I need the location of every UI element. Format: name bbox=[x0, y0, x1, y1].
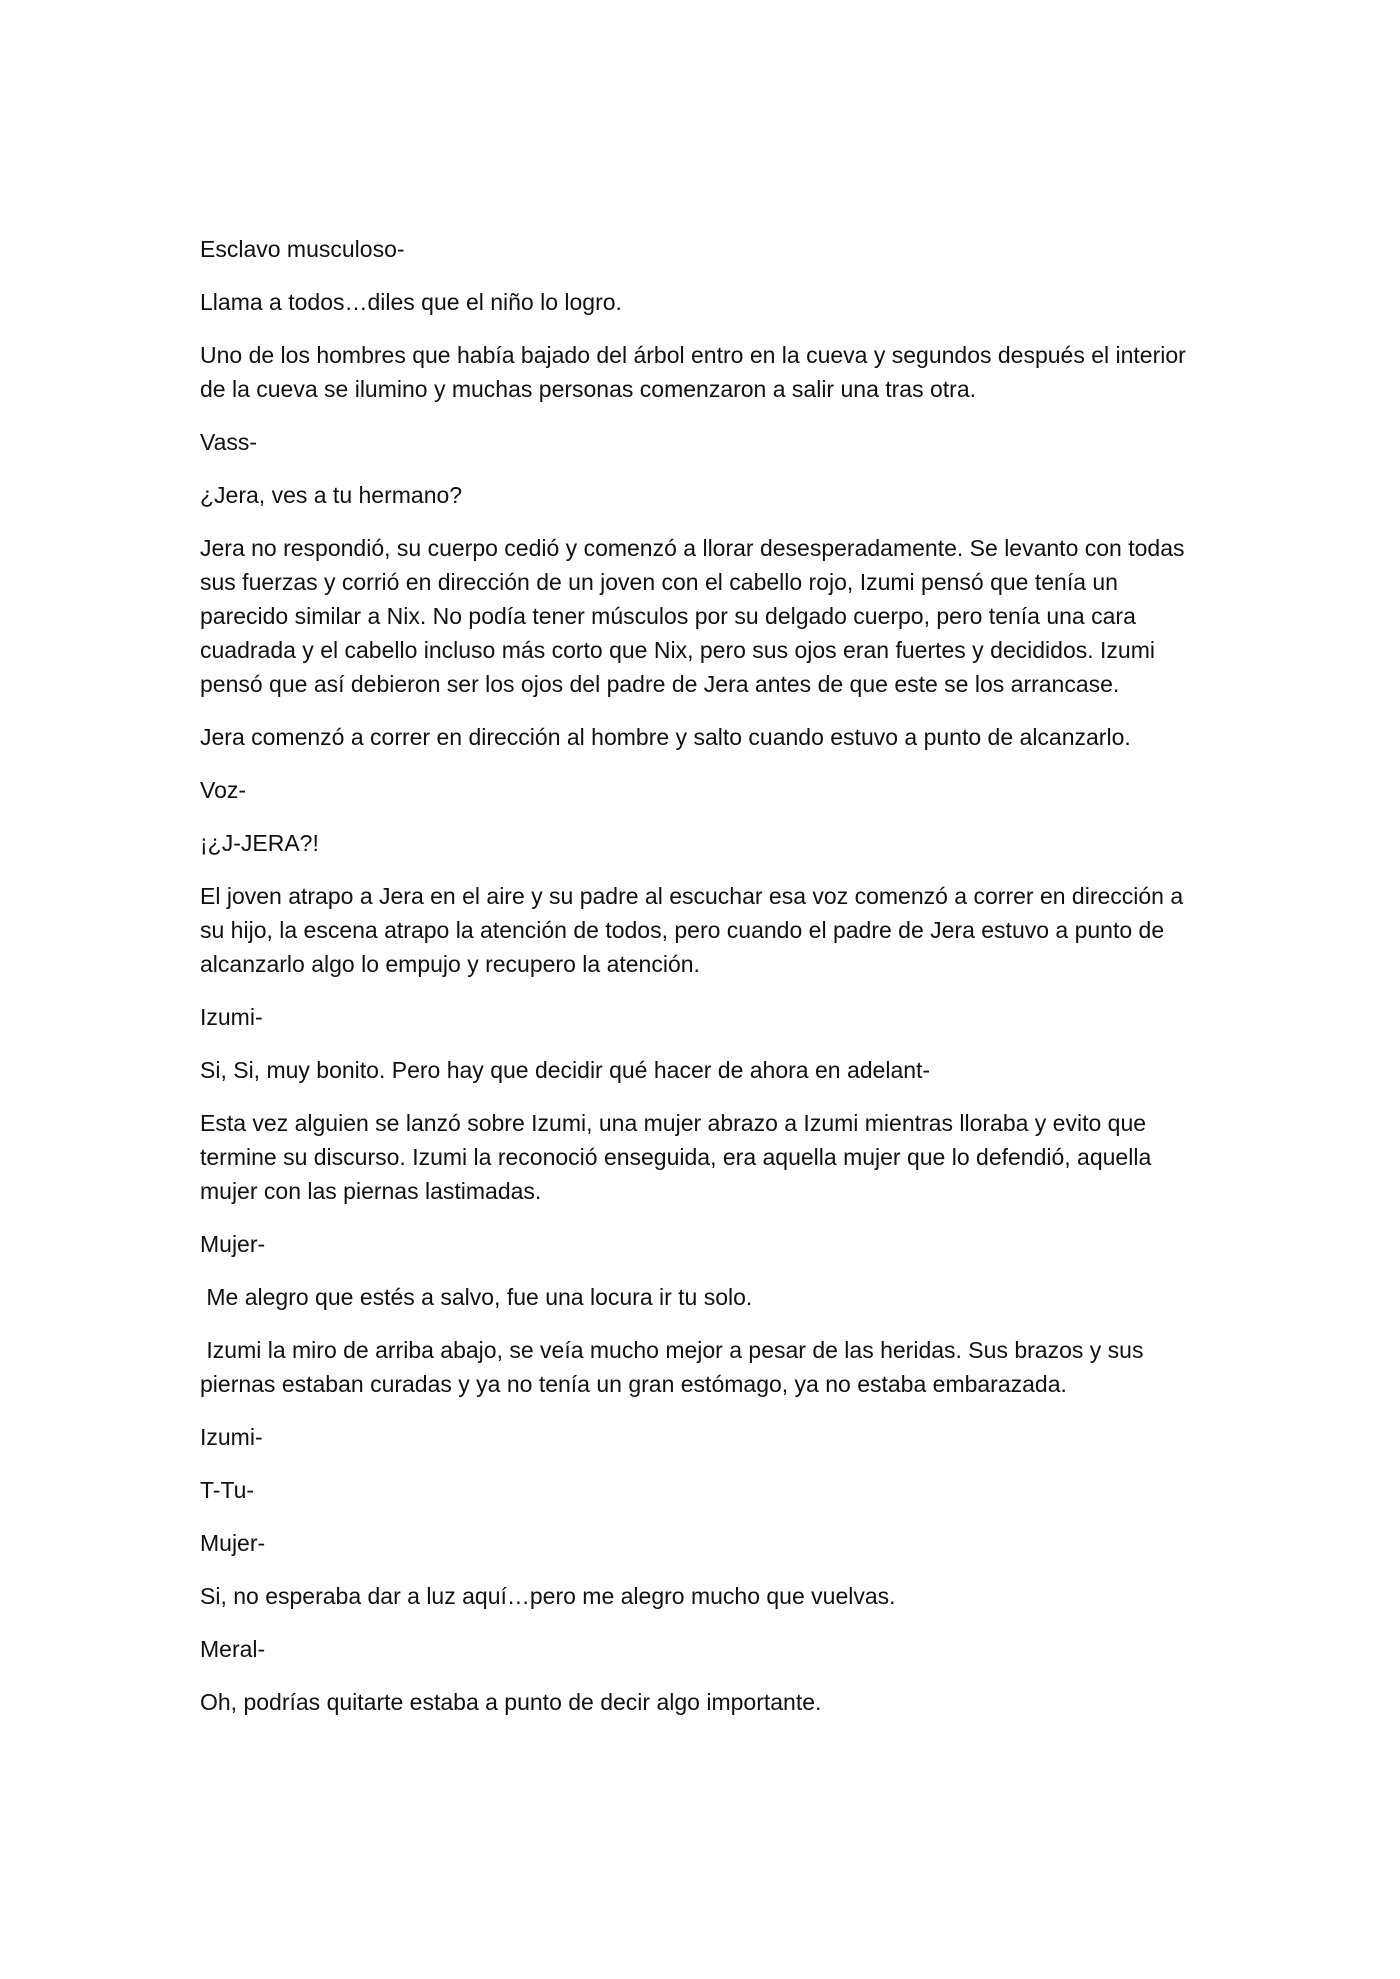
speaker-label: Mujer- bbox=[200, 1530, 266, 1556]
speaker-label: Mujer- bbox=[200, 1231, 266, 1257]
narrative-paragraph: Jera comenzó a correr en dirección al hombre y salto cuando estuvo a punto de alcanzarlo. bbox=[200, 724, 1131, 750]
speaker-label: Meral- bbox=[200, 1636, 266, 1662]
narrative-paragraph: Uno de los hombres que había bajado del árbol entro en la cueva y segundos después el interior de la cueva se ilumino y muchas personas comenzaron a salir una tras otra. bbox=[200, 342, 1193, 402]
speaker-label: Izumi- bbox=[200, 1004, 263, 1030]
speaker-label: Vass- bbox=[200, 429, 258, 455]
dialogue-line: ¡¿J-JERA?! bbox=[200, 830, 319, 856]
speaker-label: Izumi- bbox=[200, 1424, 263, 1450]
dialogue-line: Si, no esperaba dar a luz aquí…pero me alegro mucho que vuelvas. bbox=[200, 1583, 896, 1609]
dialogue-line: Oh, podrías quitarte estaba a punto de decir algo importante. bbox=[200, 1689, 822, 1715]
speaker-label: Esclavo musculoso- bbox=[200, 236, 405, 262]
dialogue-line: T-Tu- bbox=[200, 1477, 255, 1503]
dialogue-line: ¿Jera, ves a tu hermano? bbox=[200, 482, 463, 508]
speaker-label: Voz- bbox=[200, 777, 247, 803]
narrative-paragraph: El joven atrapo a Jera en el aire y su padre al escuchar esa voz comenzó a correr en dirección a su hijo, la escena atrapo la atención de todos, pero cuando el padre de Jera estuvo a punto de alcanzarlo algo lo empujo y recupero la atención. bbox=[200, 883, 1190, 977]
dialogue-line: Si, Si, muy bonito. Pero hay que decidir qué hacer de ahora en adelant- bbox=[200, 1057, 931, 1083]
document-body bbox=[200, 232, 1200, 1738]
dialogue-line: Llama a todos…diles que el niño lo logro. bbox=[200, 289, 622, 315]
dialogue-line: Me alegro que estés a salvo, fue una locura ir tu solo. bbox=[200, 1284, 753, 1310]
narrative-paragraph: Izumi la miro de arriba abajo, se veía mucho mejor a pesar de las heridas. Sus brazos y sus piernas estaban curadas y ya no tenía un gran estómago, ya no estaba embarazada. bbox=[200, 1337, 1150, 1397]
narrative-paragraph: Esta vez alguien se lanzó sobre Izumi, una mujer abrazo a Izumi mientras lloraba y evito que termine su discurso. Izumi la reconoció enseguida, era aquella mujer que lo defendió, aquella mujer con las piernas lastimadas. bbox=[200, 1110, 1158, 1204]
narrative-paragraph: Jera no respondió, su cuerpo cedió y comenzó a llorar desesperadamente. Se levanto con todas sus fuerzas y corrió en dirección de un joven con el cabello rojo, Izumi pensó que tenía un parecido similar a Nix. No podía tener músculos por su delgado cuerpo, pero tenía una cara cuadrada y el cabello incluso más corto que Nix, pero sus ojos eran fuertes y decididos. Izumi pensó que así debieron ser los ojos del padre de Jera antes de que este se los arrancase. bbox=[200, 535, 1191, 697]
